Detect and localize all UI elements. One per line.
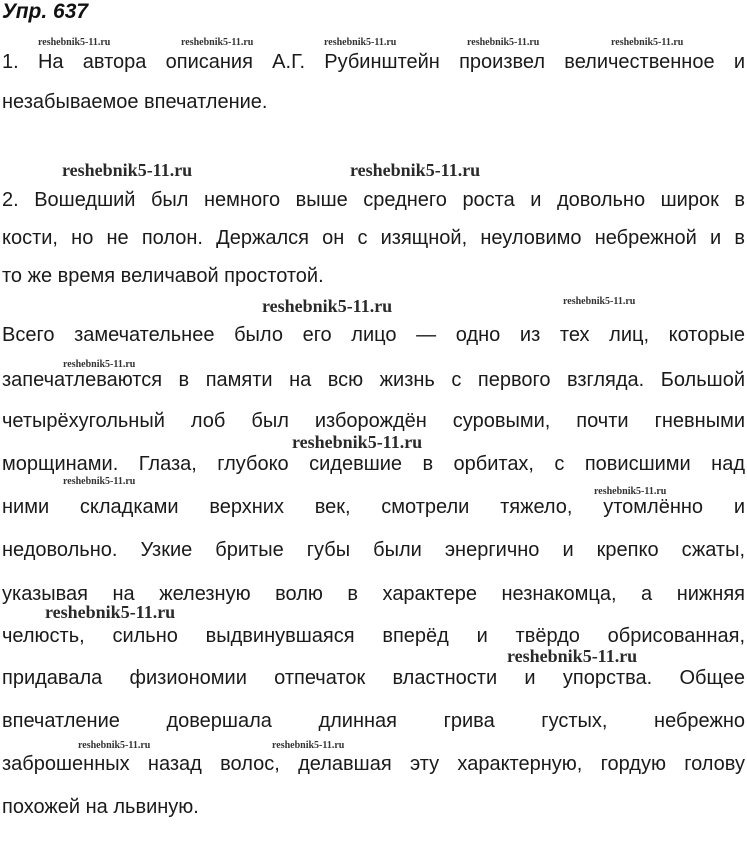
exercise-title: Упр. 637 (2, 0, 89, 23)
paragraph3-line: указывая на железную волю в характере незнакомца, а нижняя (2, 583, 745, 605)
watermark: reshebnik5-11.ru (272, 740, 345, 751)
watermark: reshebnik5-11.ru (38, 37, 111, 48)
watermark: reshebnik5-11.ru (78, 740, 151, 751)
watermark: reshebnik5-11.ru (507, 646, 638, 666)
paragraph3-line: четырёхугольный лоб был изборождён суровыми, почти гневными (2, 410, 745, 432)
watermark: reshebnik5-11.ru (45, 602, 176, 622)
paragraph3-line: впечатление довершала длинная грива густых, небрежно (2, 710, 745, 732)
paragraph1-line: незабываемое впечатление. (2, 91, 268, 113)
watermark: reshebnik5-11.ru (563, 296, 636, 307)
paragraph2-line: 2. Вошедший был немного выше среднего роста и довольно широк в (2, 189, 745, 211)
paragraph3-line: морщинами. Глаза, глубоко сидевшие в орбитах, с повисшими над (2, 453, 745, 475)
watermark: reshebnik5-11.ru (262, 296, 393, 316)
paragraph2-line: кости, но не полон. Держался он с изящной, неуловимо небрежной и в (2, 227, 745, 249)
paragraph2-line: то же время величавой простотой. (2, 265, 324, 287)
paragraph3-line: похожей на львиную. (2, 796, 199, 818)
watermark: reshebnik5-11.ru (62, 160, 193, 180)
watermark: reshebnik5-11.ru (350, 160, 481, 180)
watermark: reshebnik5-11.ru (324, 37, 397, 48)
watermark: reshebnik5-11.ru (63, 476, 136, 487)
watermark: reshebnik5-11.ru (63, 359, 136, 370)
paragraph3-line: недовольно. Узкие бритые губы были энергично и крепко сжаты, (2, 539, 745, 561)
watermark: reshebnik5-11.ru (292, 432, 423, 452)
paragraph3-line: ними складками верхних век, смотрели тяжело, утомлённо и (2, 496, 745, 518)
paragraph3-line: заброшенных назад волос, делавшая эту характерную, гордую голову (2, 753, 745, 775)
paragraph3-line: челюсть, сильно выдвинувшаяся вперёд и твёрдо обрисованная, (2, 625, 745, 647)
paragraph3-line: Всего замечательнее было его лицо — одно из тех лиц, которые (2, 324, 745, 346)
watermark: reshebnik5-11.ru (467, 37, 540, 48)
paragraph1-line: 1. На автора описания А.Г. Рубинштейн произвел величественное и (2, 51, 745, 73)
watermark: reshebnik5-11.ru (181, 37, 254, 48)
paragraph3-line: придавала физиономии отпечаток властности и упорства. Общее (2, 667, 745, 689)
paragraph3-line: запечатлеваются в памяти на всю жизнь с первого взгляда. Большой (2, 369, 745, 391)
watermark: reshebnik5-11.ru (594, 486, 667, 497)
watermark: reshebnik5-11.ru (611, 37, 684, 48)
